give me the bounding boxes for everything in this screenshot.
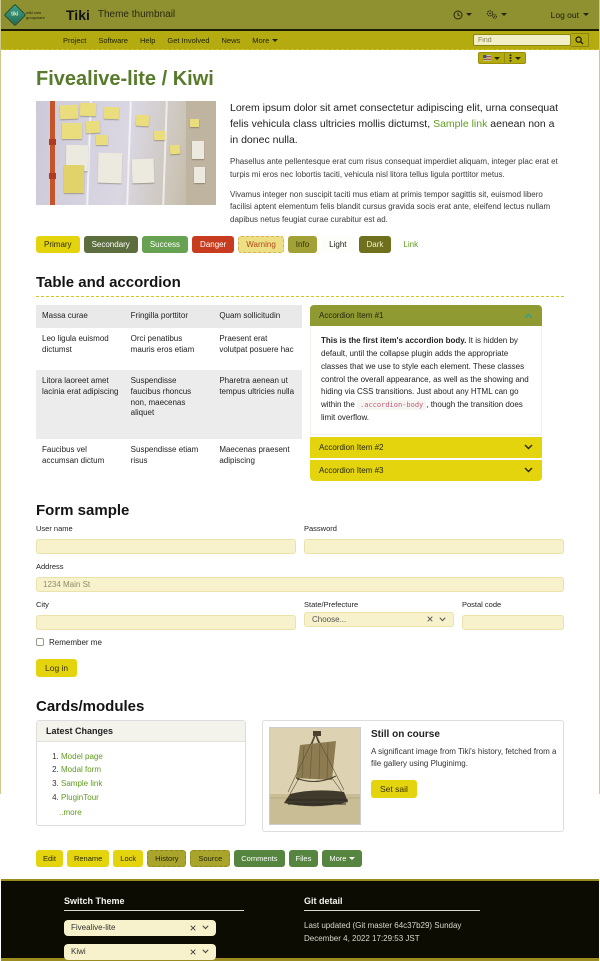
comments-button[interactable]: Comments: [234, 850, 284, 867]
site-footer: [1, 879, 599, 961]
chevron-down-icon: [524, 467, 533, 473]
caret-down-icon: [501, 13, 507, 16]
clock-icon: [453, 10, 463, 20]
course-card: [262, 720, 564, 832]
state-select[interactable]: Choose...: [304, 612, 454, 627]
switch-theme-heading: Switch Theme: [64, 896, 244, 911]
lead-paragraph: Lorem ipsum dolor sit amet consectetur adipiscing elit, urna consequat felis vehicula class ultricies mollis dictumst, Sample link aenean non a in donec nulla.: [230, 102, 559, 146]
site-header: [1, 0, 599, 29]
nav-item-get-involved[interactable]: Get Involved: [167, 35, 210, 45]
logout-menu-button[interactable]: [551, 10, 589, 20]
secondary-button[interactable]: Secondary: [84, 236, 138, 253]
tiki-logo[interactable]: [7, 7, 52, 23]
nav-item-help[interactable]: Help: [139, 35, 156, 45]
address-label: Address: [36, 561, 64, 571]
latest-change-link[interactable]: Sample link: [61, 778, 103, 788]
caret-down-icon: [583, 13, 589, 16]
page-title: Fivealive-lite / Kiwi: [36, 68, 214, 90]
dark-button[interactable]: Dark: [359, 236, 392, 253]
chevron-down-icon: [202, 949, 209, 954]
tiki-logo-icon: tiki: [4, 3, 27, 26]
warning-button[interactable]: Warning: [238, 236, 284, 253]
kon-tiki-ship-photo: [269, 727, 361, 825]
more-changes-link[interactable]: ..more: [59, 808, 82, 818]
list-item: [61, 750, 237, 764]
page-context-label: Theme thumbnail: [97, 9, 176, 20]
section-heading-table: Table and accordion: [36, 274, 181, 292]
logout-label: Log out: [550, 9, 579, 20]
chevron-down-icon: [524, 444, 533, 450]
table-row: Faucibus vel accumsan dictum Suspendisse etiam risus Maecenas praesent adipiscing: [42, 444, 290, 465]
username-field[interactable]: [36, 539, 296, 554]
primary-button[interactable]: Primary: [36, 236, 80, 253]
source-button[interactable]: Source: [190, 850, 230, 867]
nav-item-project[interactable]: Project: [63, 35, 87, 45]
table-row: Litora laoreet amet lacinia erat adipiscing Suspendisse faucibus rhoncus non, maecenas aliquet Pharetra aenean ut tempus ultricies nulla: [36, 370, 302, 439]
gears-icon: [486, 9, 498, 20]
latest-change-link[interactable]: PluginTour: [61, 792, 99, 802]
danger-button[interactable]: Danger: [192, 236, 234, 253]
caret-down-icon: [272, 39, 278, 42]
git-detail-text: Last updated (Git master 64c37b29) Sunday December 4, 2022 17:29:53 JST: [304, 920, 462, 943]
search-button[interactable]: [571, 33, 589, 47]
username-label: User name: [36, 523, 73, 533]
chevron-down-icon: [202, 925, 209, 930]
demo-table: [36, 305, 302, 481]
section-heading-cards: Cards/modules: [36, 697, 145, 715]
accordion: [310, 305, 542, 481]
page-actions-button[interactable]: [505, 52, 526, 64]
files-button[interactable]: Files: [289, 850, 319, 867]
logo-tagline: wiki cms groupware: [26, 9, 45, 20]
latest-changes-title: Latest Changes: [37, 721, 245, 742]
list-item: [61, 777, 237, 791]
light-button[interactable]: Light: [321, 236, 354, 253]
remember-me-checkbox[interactable]: [36, 638, 44, 646]
postal-field[interactable]: [462, 615, 564, 630]
edit-button[interactable]: Edit: [36, 850, 63, 867]
search-icon: [575, 36, 584, 45]
accordion-item-1-body: This is the first item's accordion body. It is hidden by default, until the collapse plugin adds the appropriate classes that we use to style each element. These classes control the overall appearance, as well as the showing and hiding via CSS transitions. Just about any HTML can go within the .accordion-body , though the transition does limit overflow.: [310, 326, 542, 435]
theme-option-select[interactable]: Kiwi: [64, 944, 216, 960]
city-field[interactable]: [36, 615, 296, 630]
course-card-title: Still on course: [371, 728, 440, 740]
app-name: Tiki: [66, 6, 90, 23]
state-label: State/Prefecture: [304, 599, 359, 609]
more-actions-button[interactable]: More: [322, 850, 362, 867]
course-card-text: A significant image from Tiki's history, fetched from a file gallery using Pluginimg.: [371, 746, 557, 769]
caret-down-icon: [466, 13, 472, 16]
git-detail-heading: Git detail: [304, 896, 480, 911]
accordion-item-1-header[interactable]: Accordion Item #1: [310, 305, 542, 326]
city-label: City: [36, 599, 49, 609]
set-sail-button[interactable]: Set sail: [371, 780, 417, 798]
dashed-divider: [36, 296, 564, 297]
theme-select[interactable]: Fivealive-lite: [64, 920, 216, 936]
kanban-board-photo: [36, 101, 216, 205]
table-header-row: Massa curae Fringilla porttitor Quam sollicitudin: [36, 305, 302, 328]
link-button[interactable]: Link: [395, 236, 426, 253]
language-button[interactable]: [478, 52, 505, 64]
page-actions-row: [36, 850, 564, 867]
button-demo-row: [36, 236, 564, 253]
sample-link[interactable]: Sample link: [433, 117, 488, 130]
accordion-item-2-header[interactable]: Accordion Item #2: [310, 437, 542, 458]
info-button[interactable]: Info: [288, 236, 317, 253]
rename-button[interactable]: Rename: [67, 850, 109, 867]
cards-section: [36, 698, 564, 832]
main-content: [1, 50, 599, 867]
remember-me-label: Remember me: [49, 637, 102, 647]
form-section: [36, 502, 564, 677]
chevron-up-icon: [524, 313, 533, 319]
inline-code: .accordion-body: [357, 400, 426, 410]
intro-paragraph-2: Phasellus ante pellentesque erat cum risus consequat imperdiet aliquam, integer plac erat et turpis mi eros nec lobortis taciti, vehicula nisl litora tellus ligula porttitor metus.: [230, 157, 558, 179]
main-navbar: [1, 31, 599, 50]
password-label: Password: [304, 523, 337, 533]
section-heading-form: Form sample: [36, 501, 130, 519]
caret-down-icon: [494, 57, 500, 60]
search-input[interactable]: [473, 34, 571, 46]
history-button[interactable]: History: [147, 850, 186, 867]
nav-item-more[interactable]: More: [252, 36, 278, 45]
vertical-dots-icon: [509, 54, 512, 62]
list-item: [61, 763, 237, 777]
language-flag-icon: [483, 55, 491, 61]
lock-button[interactable]: Lock: [113, 850, 143, 867]
caret-down-icon: [349, 857, 355, 860]
list-item: [61, 791, 237, 805]
nav-item-software[interactable]: Software: [98, 35, 128, 45]
clear-icon[interactable]: [190, 949, 196, 955]
settings-menu-button[interactable]: [486, 9, 507, 20]
clear-icon[interactable]: [190, 925, 196, 931]
chevron-down-icon: [439, 617, 446, 622]
nav-item-news[interactable]: News: [221, 35, 241, 45]
postal-label: Postal code: [462, 599, 502, 609]
address-field[interactable]: [36, 577, 564, 592]
caret-down-icon: [515, 57, 521, 60]
accordion-item-3-header[interactable]: Accordion Item #3: [310, 460, 542, 481]
clear-icon[interactable]: [427, 616, 433, 622]
table-accordion-section: [36, 274, 564, 481]
table-row: Leo ligula euismod dictumst Orci penatibus mauris eros etiam Praesent erat volutpat posuere hac: [42, 334, 294, 354]
intro-paragraph-3: Vivamus integer non suscipit taciti mus etiam at primis tempor sagittis sit, euismod libero facilisi aptent elementum felis blandit cursus gravida socis erat ante, eleifend lectus nullam dapibus netus feugiat curae curabitur est ad.: [230, 190, 551, 224]
latest-change-link[interactable]: Modal form: [61, 765, 102, 775]
clock-menu-button[interactable]: [453, 10, 472, 20]
login-button[interactable]: Log in: [36, 659, 77, 677]
latest-change-link[interactable]: Model page: [61, 751, 103, 761]
password-field[interactable]: [304, 539, 564, 554]
success-button[interactable]: Success: [142, 236, 188, 253]
latest-changes-card: [36, 720, 246, 826]
